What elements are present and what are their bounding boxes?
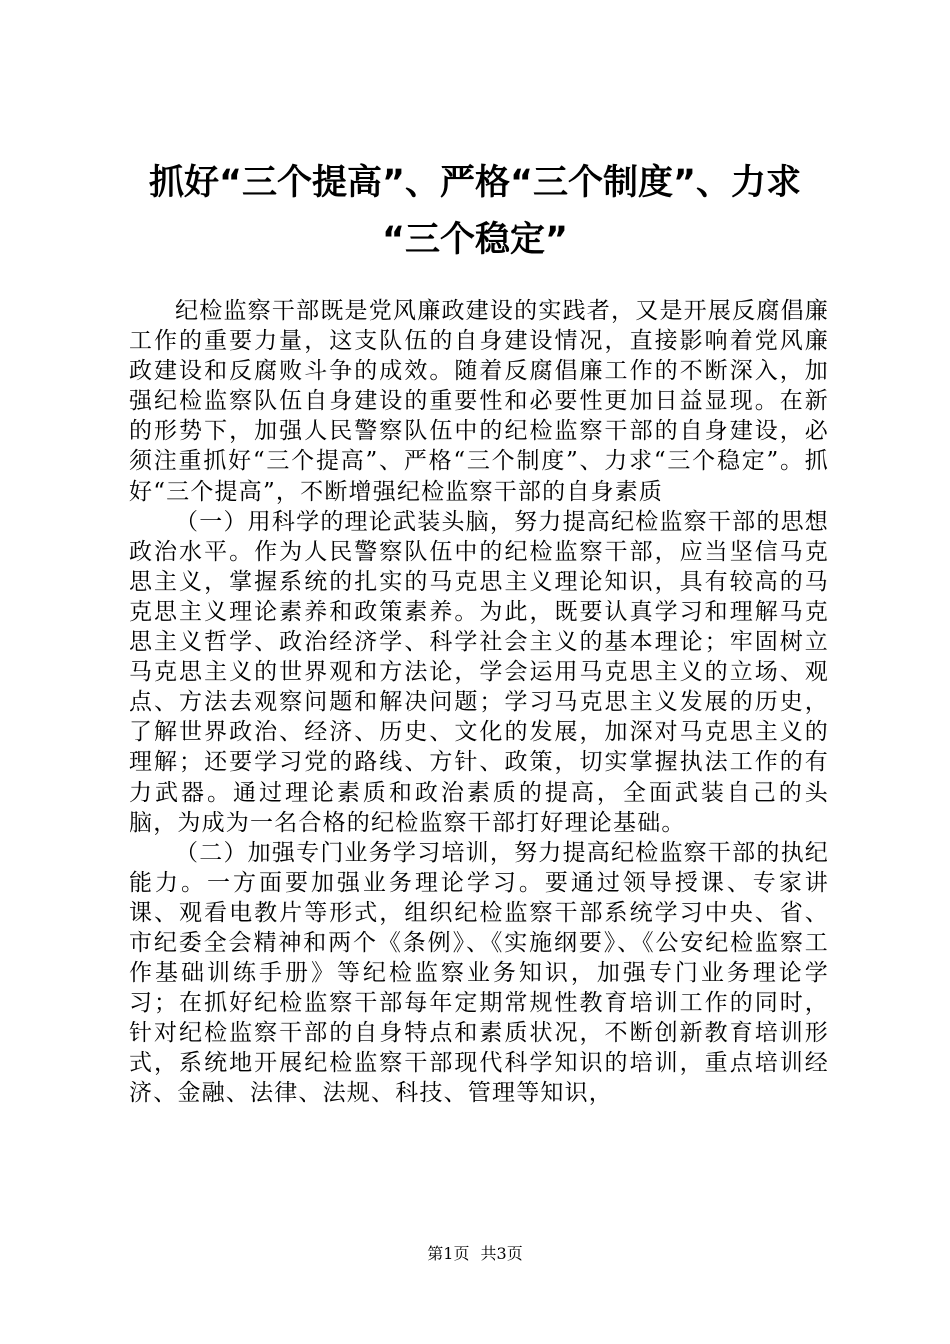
document-title-line-2: “三个稳定” [381, 220, 568, 260]
paragraph-section-2: （二）加强专门业务学习培训，努力提高纪检监察干部的执纪能力。一方面要加强业务理论学习。要通过领导授课、专家讲课、观看电教片等形式，组织纪检监察干部系统学习中央、省、市纪委全会精神和两个《条例》、《实施纲要》、《公安纪检监察工作基础训练手册》等纪检监察业务知识，加强专门业务理论学习；在抓好纪检监察干部每年定期常规性教育培训工作的同时，针对纪检监察干部的自身特点和素质状况，不断创新教育培训形式，系统地开展纪检监察干部现代科学知识的培训，重点培训经济、金融、法律、法规、科技、管理等知识， [129, 839, 829, 1107]
paragraph-section-1: （一）用科学的理论武装头脑，努力提高纪检监察干部的思想政治水平。作为人民警察队伍中的纪检监察干部，应当坚信马克思主义，掌握系统的扎实的马克思主义理论知识，具有较高的马克思主义理论素养和政策素养。为此，既要认真学习和理解马克思主义哲学、政治经济学、科学社会主义的基本理论；牢固树立马克思主义的世界观和方法论，学会运用马克思主义的立场、观点、方法去观察问题和解决问题；学习马克思主义发展的历史，了解世界政治、经济、历史、文化的发展，加深对马克思主义的理解；还要学习党的路线、方针、政策，切实掌握执法工作的有力武器。通过理论素质和政治素质的提高，全面武装自己的头脑，为成为一名合格的纪检监察干部打好理论基础。 [129, 508, 829, 836]
page-footer [0, 1244, 950, 1264]
paragraph-intro: 纪检监察干部既是党风廉政建设的实践者，又是开展反腐倡廉工作的重要力量，这支队伍的自身建设情况，直接影响着党风廉政建设和反腐败斗争的成效。随着反腐倡廉工作的不断深入，加强纪检监察队伍自身建设的重要性和必要性更加日益显现。在新的形势下，加强人民警察队伍中的纪检监察干部的自身建设，必须注重抓好“三个提高”、严格“三个制度”、力求“三个稳定”。抓好“三个提高”，不断增强纪检监察干部的自身素质 [129, 298, 829, 505]
document-body [129, 296, 829, 1109]
page-number: 第1页 [427, 1244, 470, 1263]
document-title-line-1: 抓好“三个提高”、严格“三个制度”、力求 [148, 163, 801, 203]
page-total: 共3页 [480, 1244, 523, 1263]
